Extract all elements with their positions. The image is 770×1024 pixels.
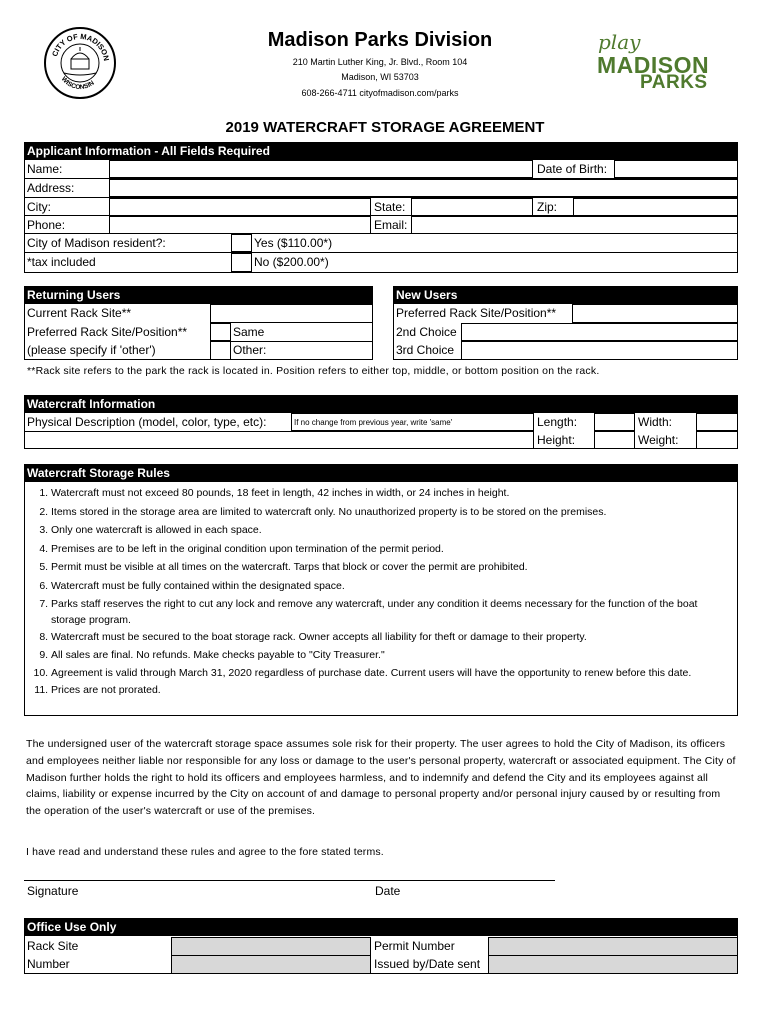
- email-field[interactable]: [411, 216, 738, 234]
- new-preferred-field[interactable]: [572, 304, 738, 323]
- acknowledge-text: I have read and understand these rules and agree to the fore stated terms.: [26, 846, 384, 858]
- current-rack-label: Current Rack Site**: [27, 306, 132, 320]
- width-field[interactable]: [696, 413, 738, 431]
- width-label: Width:: [638, 415, 673, 429]
- resident-label: City of Madison resident?:: [27, 236, 166, 250]
- rule-item: 2. Items stored in the storage area are limited to watercraft only. No unauthorized property is to be stored on the premises.: [51, 503, 727, 522]
- logo-play: play: [598, 30, 641, 54]
- second-choice-field[interactable]: [461, 323, 738, 341]
- rule-item: 5. Permit must be visible at all times on the watercraft. Tarps that block or cover the permit are prohibited.: [51, 558, 727, 577]
- permit-number-field[interactable]: [488, 937, 738, 956]
- address-label: Address:: [27, 181, 75, 195]
- resident-no-label: No ($200.00*): [254, 255, 329, 269]
- rack-site-label: Rack Site: [27, 939, 79, 953]
- phone-label: Phone:: [27, 218, 66, 232]
- office-number-field[interactable]: [171, 955, 371, 974]
- city-seal-logo: [44, 27, 116, 99]
- phone-field[interactable]: [109, 216, 371, 234]
- issued-label: Issued by/Date sent: [374, 957, 481, 971]
- office-number-label: Number: [27, 957, 70, 971]
- same-label: Same: [233, 325, 265, 339]
- permit-number-label: Permit Number: [374, 939, 455, 953]
- rule-item: 4. Premises are to be left in the original condition upon termination of the permit period.: [51, 540, 727, 559]
- svg-text:WISCONSIN: WISCONSIN: [59, 75, 96, 92]
- second-choice-label: 2nd Choice: [396, 325, 457, 339]
- rule-item: 7. Parks staff reserves the right to cut any lock and remove any watercraft, under any condition it deems necessary for the function of the boat storage program.: [51, 596, 727, 628]
- dob-label: Date of Birth:: [537, 162, 608, 176]
- state-label: State:: [374, 200, 406, 214]
- state-field[interactable]: [411, 198, 533, 216]
- resident-no-checkbox[interactable]: [231, 253, 252, 272]
- logo-parks: PARKS: [640, 72, 708, 93]
- rule-item: 6. Watercraft must be fully contained within the designated space.: [51, 577, 727, 596]
- liability-paragraph: The undersigned user of the watercraft storage space assumes sole risk for their property. The user agrees to hold the City of Madison, its officers and employees neither liable nor responsible for any loss or damage to the user's personal property, watercraft or associated equipment. The City of Madison further holds the right to hold its officers and employees harmless, and to indemnify and defend the City and its employees against all claims, liability or expense incurred by the City on account of and damage to personal property and/or personal injury caused by or resulting from the operation of the user's watercraft or use of the premises.: [26, 738, 736, 818]
- height-label: Height:: [537, 433, 576, 447]
- new-preferred-label: Preferred Rack Site/Position**: [396, 306, 557, 320]
- name-label: Name:: [27, 162, 63, 176]
- rack-site-field[interactable]: [171, 937, 371, 956]
- rack-footnote: **Rack site refers to the park the rack is located in. Position refers to either top, middle, or bottom position on the rack.: [27, 365, 600, 377]
- issued-field[interactable]: [488, 955, 738, 974]
- logo-madison: MADISON: [597, 52, 710, 78]
- city-field[interactable]: [109, 198, 371, 216]
- rule-item: 11. Prices are not prorated.: [51, 681, 727, 700]
- same-checkbox[interactable]: [210, 323, 231, 341]
- watercraft-heading: Watercraft Information: [25, 396, 737, 413]
- other-label: Other:: [233, 343, 267, 357]
- date-label: Date: [375, 884, 401, 898]
- resident-yes-checkbox[interactable]: [231, 234, 252, 252]
- third-choice-label: 3rd Choice: [396, 343, 455, 357]
- office-heading: Office Use Only: [25, 919, 737, 936]
- weight-field[interactable]: [696, 431, 738, 449]
- returning-heading: Returning Users: [25, 287, 372, 304]
- height-field[interactable]: [594, 431, 635, 449]
- rule-item: 9. All sales are final. No refunds. Make checks payable to "City Treasurer.": [51, 646, 727, 665]
- rule-item: 1. Watercraft must not exceed 80 pounds, 18 feet in length, 42 inches in width, or 24 inches in height.: [51, 484, 727, 503]
- address-line-1: 210 Martin Luther King, Jr. Blvd., Room 104: [292, 57, 468, 67]
- dob-field[interactable]: [614, 160, 738, 178]
- third-choice-field[interactable]: [461, 341, 738, 360]
- rule-item: 8. Watercraft must be secured to the boat storage rack. Owner accepts all liability for theft or damage to their property.: [51, 628, 727, 647]
- signature-label: Signature: [27, 884, 79, 898]
- rule-item: 10. Agreement is valid through March 31, 2020 regardless of purchase date. Current users will have the opportunity to renew before this date.: [51, 665, 727, 681]
- zip-field[interactable]: [573, 198, 738, 216]
- other-checkbox[interactable]: [210, 341, 231, 360]
- document-title: 2019 WATERCRAFT STORAGE AGREEMENT: [225, 119, 545, 136]
- description-hint: If no change from previous year, write 'same': [294, 418, 453, 427]
- applicant-heading: Applicant Information - All Fields Required: [25, 143, 737, 160]
- resident-yes-label: Yes ($110.00*): [254, 236, 333, 250]
- weight-label: Weight:: [638, 433, 679, 447]
- email-label: Email:: [374, 218, 408, 232]
- address-field[interactable]: [109, 179, 738, 197]
- rules-list: [25, 484, 737, 699]
- length-label: Length:: [537, 415, 578, 429]
- new-users-heading: New Users: [394, 287, 737, 304]
- rule-item: 3. Only one watercraft is allowed in each space.: [51, 521, 727, 540]
- city-label: City:: [27, 200, 51, 214]
- name-field[interactable]: [109, 160, 533, 178]
- rules-section: [24, 464, 738, 716]
- tax-note: *tax included: [27, 255, 96, 269]
- rules-heading: Watercraft Storage Rules: [25, 465, 737, 482]
- length-field[interactable]: [594, 413, 635, 431]
- description-label: Physical Description (model, color, type, etc):: [27, 415, 267, 429]
- signature-line[interactable]: [24, 880, 555, 881]
- contact-line: 608-266-4711 cityofmadison.com/parks: [301, 88, 459, 98]
- org-name: Madison Parks Division: [267, 29, 493, 51]
- preferred-rack-label: Preferred Rack Site/Position**: [27, 325, 188, 339]
- zip-label: Zip:: [537, 200, 558, 214]
- svg-text:CITY OF MADISON: CITY OF MADISON: [50, 31, 111, 62]
- description-field-2[interactable]: [24, 431, 534, 449]
- specify-other-note: (please specify if 'other'): [27, 343, 156, 357]
- address-line-2: Madison, WI 53703: [341, 72, 419, 82]
- current-rack-field[interactable]: [210, 304, 373, 323]
